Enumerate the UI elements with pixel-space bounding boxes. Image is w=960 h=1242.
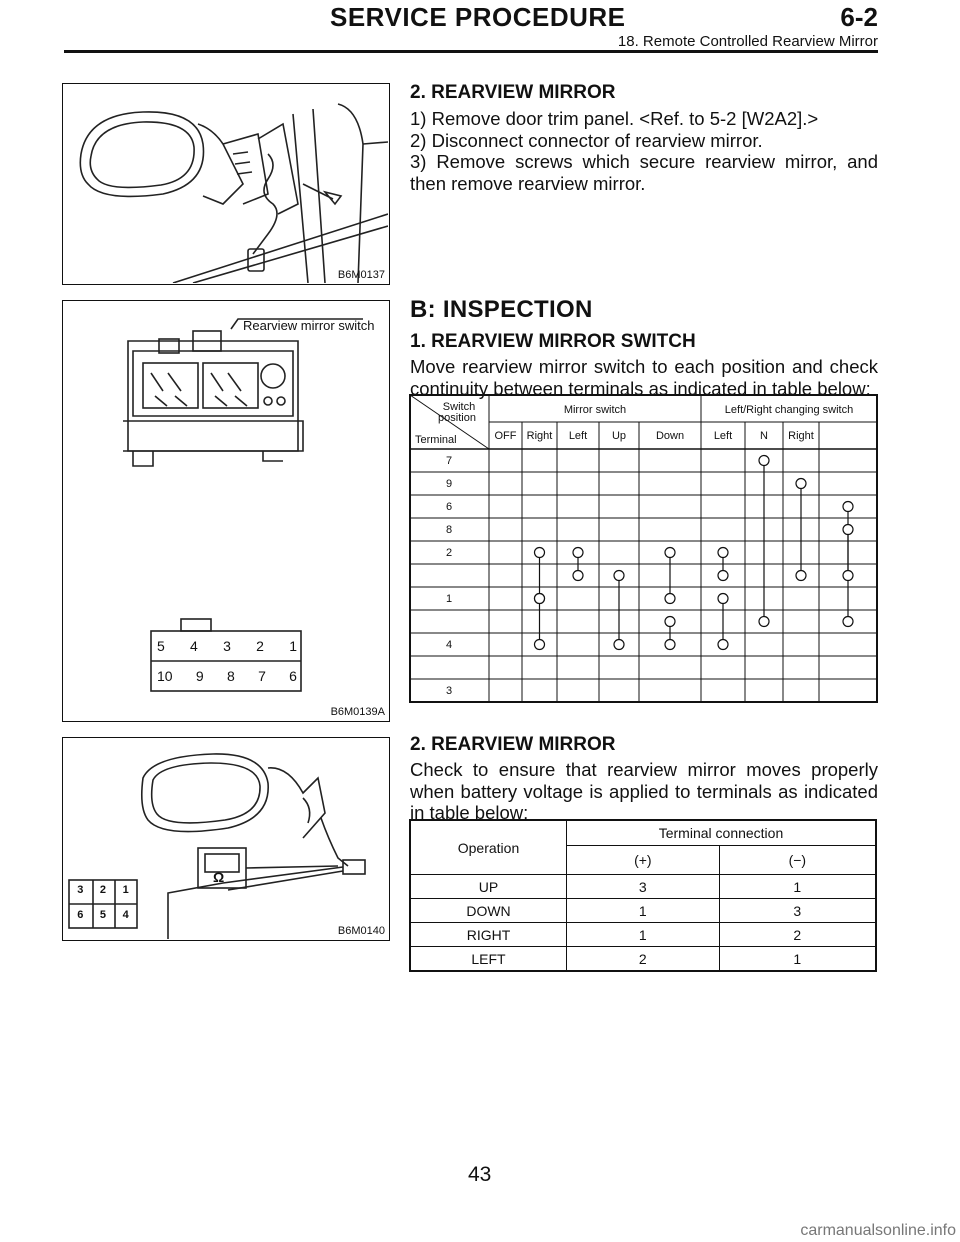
- cell-operation: DOWN: [410, 899, 567, 923]
- corner-header-bottom: Terminal: [415, 434, 457, 446]
- continuity-dot: [665, 640, 675, 650]
- continuity-dot: [614, 640, 624, 650]
- pin-label: 2: [99, 884, 107, 896]
- pin-label: 6: [289, 668, 297, 684]
- pin-label: 5: [157, 638, 165, 654]
- continuity-table: [409, 394, 879, 704]
- corner-header-top: Switch position: [438, 401, 476, 424]
- pin-label: 9: [195, 668, 204, 684]
- continuity-dot: [535, 548, 545, 558]
- header-minus: (−): [719, 846, 876, 875]
- table-row: [410, 923, 876, 947]
- operation-table: [409, 819, 877, 972]
- continuity-dot: [535, 640, 545, 650]
- continuity-dot: [614, 571, 624, 581]
- terminal-label: 7: [445, 455, 453, 467]
- figure-code: B6M0140: [337, 925, 385, 937]
- pin-label: 8: [226, 668, 235, 684]
- group-header-mirror: Mirror switch: [563, 404, 627, 416]
- group-header-lr: Left/Right changing switch: [724, 404, 854, 416]
- pin-label: 5: [99, 909, 107, 921]
- inspection-heading: B: INSPECTION: [410, 296, 593, 323]
- section-title: SERVICE PROCEDURE: [330, 2, 626, 32]
- header-terminal-connection: Terminal connection: [567, 820, 877, 846]
- figure-mirror-test: [62, 737, 390, 941]
- table-row: [410, 899, 876, 923]
- cell-operation: UP: [410, 875, 567, 899]
- watermark: carmanualsonline.info: [800, 1222, 956, 1239]
- pin-label: 1: [122, 884, 129, 896]
- cell-plus: 1: [567, 899, 720, 923]
- column-label: Left: [713, 430, 733, 442]
- continuity-dot: [718, 548, 728, 558]
- connector-pins-bottom: [157, 668, 297, 684]
- column-label: Left: [568, 430, 588, 442]
- continuity-dot: [718, 640, 728, 650]
- table-row: [410, 875, 876, 899]
- column-label: Up: [611, 430, 627, 442]
- switch-instructions: Move rearview mirror switch to each position and check continuity between terminals as indicated in table below:: [410, 356, 878, 399]
- terminal-label: 3: [445, 685, 453, 697]
- cell-minus: 2: [719, 923, 876, 947]
- pin-label: 7: [258, 668, 266, 684]
- continuity-dot: [759, 617, 769, 627]
- figure-switch-connector: [62, 300, 390, 722]
- continuity-dot: [796, 479, 806, 489]
- table-row: [410, 947, 876, 972]
- cell-plus: 2: [567, 947, 720, 972]
- continuity-dot: [843, 571, 853, 581]
- cell-minus: 1: [719, 875, 876, 899]
- pin-label: 10: [157, 668, 173, 684]
- pin-label: 3: [77, 884, 84, 896]
- mirror-check-instructions: Check to ensure that rearview mirror moves properly when battery voltage is applied to terminals as indicated in table below:: [410, 759, 878, 823]
- connector-pins-top: [69, 884, 137, 896]
- switch-callout-label: Rearview mirror switch: [243, 318, 375, 333]
- terminal-label: 8: [445, 524, 453, 536]
- continuity-dot: [718, 594, 728, 604]
- continuity-dot: [843, 525, 853, 535]
- rearview-mirror-heading: 2. REARVIEW MIRROR: [410, 82, 616, 103]
- figure-code: B6M0139A: [330, 706, 385, 718]
- pin-label: 4: [190, 638, 198, 654]
- pin-label: 2: [256, 638, 264, 654]
- terminal-label: 6: [445, 501, 453, 513]
- switch-heading: 1. REARVIEW MIRROR SWITCH: [410, 331, 696, 352]
- pin-label: 4: [122, 909, 129, 921]
- cell-operation: RIGHT: [410, 923, 567, 947]
- pin-label: 1: [289, 638, 297, 654]
- chapter-number: 6-2: [840, 2, 878, 32]
- subsection-title: 18. Remote Controlled Rearview Mirror: [617, 33, 878, 50]
- continuity-dot: [665, 548, 675, 558]
- continuity-dot: [843, 502, 853, 512]
- column-label: Right: [788, 430, 814, 442]
- column-label: N: [760, 430, 768, 442]
- page-number: 43: [468, 1163, 492, 1186]
- figure-mirror-removal: [62, 83, 390, 285]
- cell-plus: 3: [567, 875, 720, 899]
- mirror-removal-illustration: [63, 84, 388, 283]
- continuity-dot: [843, 617, 853, 627]
- step-3: 3) Remove screws which secure rearview mirror, and then remove rearview mirror.: [410, 151, 878, 194]
- header-plus: (+): [567, 846, 720, 875]
- continuity-dot: [759, 456, 769, 466]
- mirror-check-heading: 2. REARVIEW MIRROR: [410, 734, 616, 755]
- continuity-dot: [535, 594, 545, 604]
- terminal-label: 4: [445, 639, 453, 651]
- pin-label: 3: [223, 638, 231, 654]
- continuity-dot: [665, 617, 675, 627]
- continuity-dot: [573, 548, 583, 558]
- cell-minus: 3: [719, 899, 876, 923]
- column-label: Right: [526, 430, 553, 442]
- connector-pins-top: [157, 638, 297, 654]
- pin-label: 6: [77, 909, 84, 921]
- connector-pins-bottom: [69, 909, 137, 921]
- cell-operation: LEFT: [410, 947, 567, 972]
- continuity-dot: [718, 571, 728, 581]
- removal-steps: [410, 108, 878, 194]
- column-label: OFF: [494, 430, 517, 442]
- step-2: 2) Disconnect connector of rearview mirror.: [410, 129, 763, 151]
- step-1: 1) Remove door trim panel. <Ref. to 5-2 [W2A2].>: [410, 108, 819, 129]
- column-label: Down: [655, 430, 685, 442]
- cell-plus: 1: [567, 923, 720, 947]
- header-rule: [64, 50, 878, 53]
- terminal-label: 2: [445, 547, 453, 559]
- terminal-label: 1: [445, 593, 453, 605]
- continuity-dot: [796, 571, 806, 581]
- continuity-dot: [665, 594, 675, 604]
- figure-code: B6M0137: [337, 269, 385, 281]
- continuity-dot: [573, 571, 583, 581]
- terminal-label: 9: [445, 478, 453, 490]
- cell-minus: 1: [719, 947, 876, 972]
- table-row: [410, 820, 876, 846]
- switch-connector-illustration: [63, 301, 388, 720]
- header-operation: Operation: [410, 820, 567, 875]
- ohmmeter-symbol: Ω: [213, 869, 225, 885]
